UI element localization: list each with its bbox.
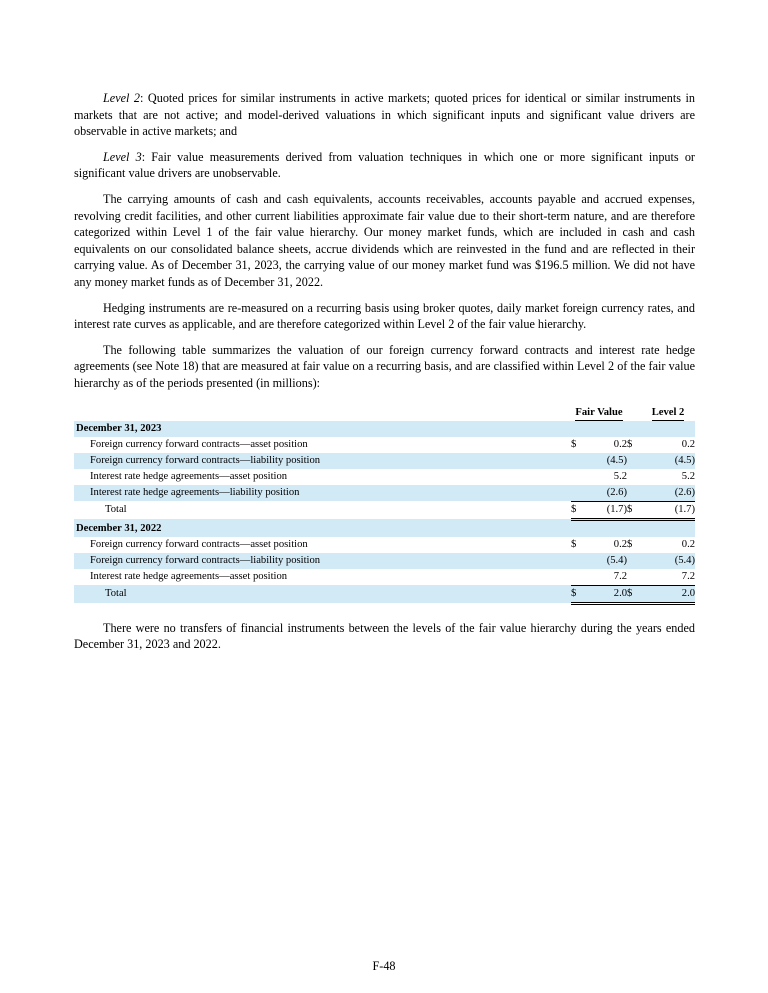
section-heading: December 31, 2022 <box>74 519 695 537</box>
total-fair-value: 2.0 <box>585 585 627 603</box>
row-label: Interest rate hedge agreements—liability position <box>74 485 571 502</box>
total-level2: 2.0 <box>645 585 695 603</box>
level2-paragraph <box>74 90 695 140</box>
total-level2-currency: $ <box>627 585 641 603</box>
fair-value-cell: 0.2 <box>613 538 628 550</box>
table-row <box>74 569 695 586</box>
fair-value-currency: $ <box>571 538 577 550</box>
section-heading-row <box>74 519 695 537</box>
total-row <box>74 501 695 519</box>
level2-cell: (4.5) <box>645 453 695 469</box>
section-heading: December 31, 2023 <box>74 421 695 437</box>
fair-value-cell: (5.4) <box>585 553 627 569</box>
level2-cell: 7.2 <box>645 569 695 586</box>
fair-value-table <box>74 405 695 605</box>
table-row <box>74 537 695 553</box>
table-intro-paragraph: The following table summarizes the valuation of our foreign currency forward contracts and interest rate hedge agreements (see Note 18) that are measured at fair value on a recurring basis, and are classified within Level 2 of the fair value hierarchy as of the periods presented (in millions): <box>74 342 695 390</box>
row-label: Interest rate hedge agreements—asset position <box>90 570 288 582</box>
level2-cell: 0.2 <box>681 538 696 550</box>
document-body <box>74 90 695 662</box>
fair-value-currency: $ <box>571 438 577 450</box>
level3-text: : Fair value measurements derived from valuation techniques in which one or more significant inputs or significant value drivers are unobservable. <box>74 149 695 181</box>
fair-value-currency <box>571 553 585 569</box>
total-label: Total <box>74 585 571 603</box>
fair-value-cell: (2.6) <box>585 485 627 502</box>
row-label: Foreign currency forward contracts—liability position <box>74 453 571 469</box>
fair-value-cell: 7.2 <box>585 569 627 586</box>
total-row <box>74 585 695 603</box>
fair-value-cell: 5.2 <box>613 470 628 482</box>
total-fair-value-currency: $ <box>571 501 585 519</box>
row-label: Foreign currency forward contracts—liability position <box>74 553 571 569</box>
level2-currency: $ <box>627 538 633 550</box>
total-label: Total <box>105 504 127 515</box>
total-level2: (1.7) <box>645 501 695 519</box>
level2-label: Level 2 <box>103 91 141 105</box>
table-row <box>74 453 695 469</box>
table-row <box>74 437 695 453</box>
table-header-row <box>74 405 695 421</box>
level2-cell: (5.4) <box>645 553 695 569</box>
level2-currency <box>627 569 641 586</box>
row-label: Foreign currency forward contracts—asset position <box>90 438 308 450</box>
table-row <box>74 553 695 569</box>
fair-value-cell: 0.2 <box>613 438 628 450</box>
level2-cell: (2.6) <box>645 485 695 502</box>
carrying-amounts-paragraph: The carrying amounts of cash and cash equivalents, accounts receivables, accounts payable and accrued expenses, revolving credit facilities, and other current liabilities approximate fair value due to their short-term nature, and are therefore categorized within Level 1 of the fair value hierarchy. Our money market funds, which are included in cash and cash equivalents on our consolidated balance sheets, accrue dividends which are reinvested in the fund and are reflected in their carrying value. As of December 31, 2023, the carrying value of our money market fund was $196.5 million. We did not have any money market funds as of December 31, 2022. <box>74 191 695 289</box>
table-row <box>74 485 695 502</box>
total-fair-value-currency: $ <box>571 585 585 603</box>
closing-paragraph: There were no transfers of financial instruments between the levels of the fair value hierarchy during the years ended December 31, 2023 and 2022. <box>74 620 695 652</box>
page-number: F-48 <box>372 959 396 973</box>
level2-column-header: Level 2 <box>652 405 685 421</box>
level2-currency: $ <box>627 438 633 450</box>
fair-value-currency <box>571 485 585 502</box>
fair-value-column-header: Fair Value <box>575 405 622 421</box>
row-label: Interest rate hedge agreements—asset position <box>90 470 288 482</box>
level2-currency <box>627 485 641 502</box>
level3-label: Level 3 <box>103 149 142 164</box>
table-row <box>74 469 695 485</box>
level2-text: : Quoted prices for similar instruments in active markets; quoted prices for identical or similar instruments in markets that are not active; and model-derived valuations in which significant inputs and significant value drivers are observable in active markets; and <box>74 91 695 139</box>
section-heading-row <box>74 421 695 437</box>
level2-currency <box>627 469 641 485</box>
hedging-paragraph: Hedging instruments are re-measured on a recurring basis using broker quotes, daily market foreign currency rates, and interest rate curves as applicable, and are therefore categorized within Level 2 of the fair value hierarchy. <box>74 300 695 332</box>
level3-paragraph <box>74 149 695 182</box>
level2-cell: 5.2 <box>681 470 696 482</box>
row-label: Foreign currency forward contracts—asset position <box>90 538 308 550</box>
level2-cell: 0.2 <box>681 438 696 450</box>
fair-value-currency <box>571 453 585 469</box>
fair-value-cell: (4.5) <box>585 453 627 469</box>
level2-currency <box>627 553 641 569</box>
total-fair-value: (1.7) <box>585 501 627 519</box>
fair-value-currency <box>571 469 585 485</box>
fair-value-currency <box>571 569 585 586</box>
level2-currency <box>627 453 641 469</box>
total-level2-currency: $ <box>627 501 641 519</box>
